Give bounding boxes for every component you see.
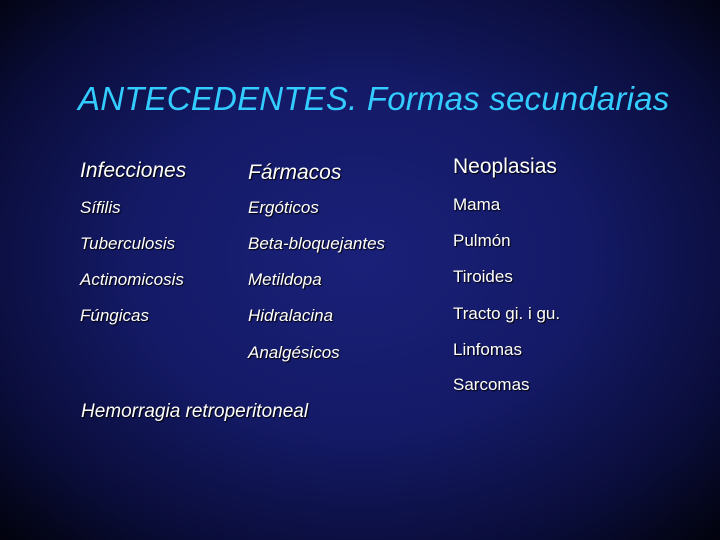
- list-item: Tracto gi. i gu.: [453, 304, 561, 323]
- list-item: Actinomicosis: [80, 270, 184, 289]
- list-item: Mama: [453, 195, 501, 214]
- list-item: Beta-bloquejantes: [248, 234, 386, 253]
- footer-text: Hemorragia retroperitoneal: [81, 401, 309, 422]
- list-item: Ergóticos: [248, 198, 319, 217]
- list-item: Metildopa: [248, 270, 322, 289]
- list-item: Tiroides: [453, 267, 513, 286]
- list-item: Sarcomas: [453, 375, 530, 394]
- list-item: Fúngicas: [80, 306, 149, 325]
- column-heading-infecciones: Infecciones: [80, 159, 187, 182]
- list-item: Linfomas: [453, 340, 522, 359]
- list-item: Analgésicos: [248, 343, 340, 362]
- list-item: Hidralacina: [248, 306, 334, 325]
- column-heading-neoplasias: Neoplasias: [453, 155, 557, 178]
- column-heading-farmacos: Fármacos: [248, 161, 342, 184]
- list-item: Pulmón: [453, 231, 511, 250]
- list-item: Sífilis: [80, 198, 121, 217]
- list-item: Tuberculosis: [80, 234, 176, 253]
- slide-title: ANTECEDENTES. Formas secundarias: [78, 80, 670, 117]
